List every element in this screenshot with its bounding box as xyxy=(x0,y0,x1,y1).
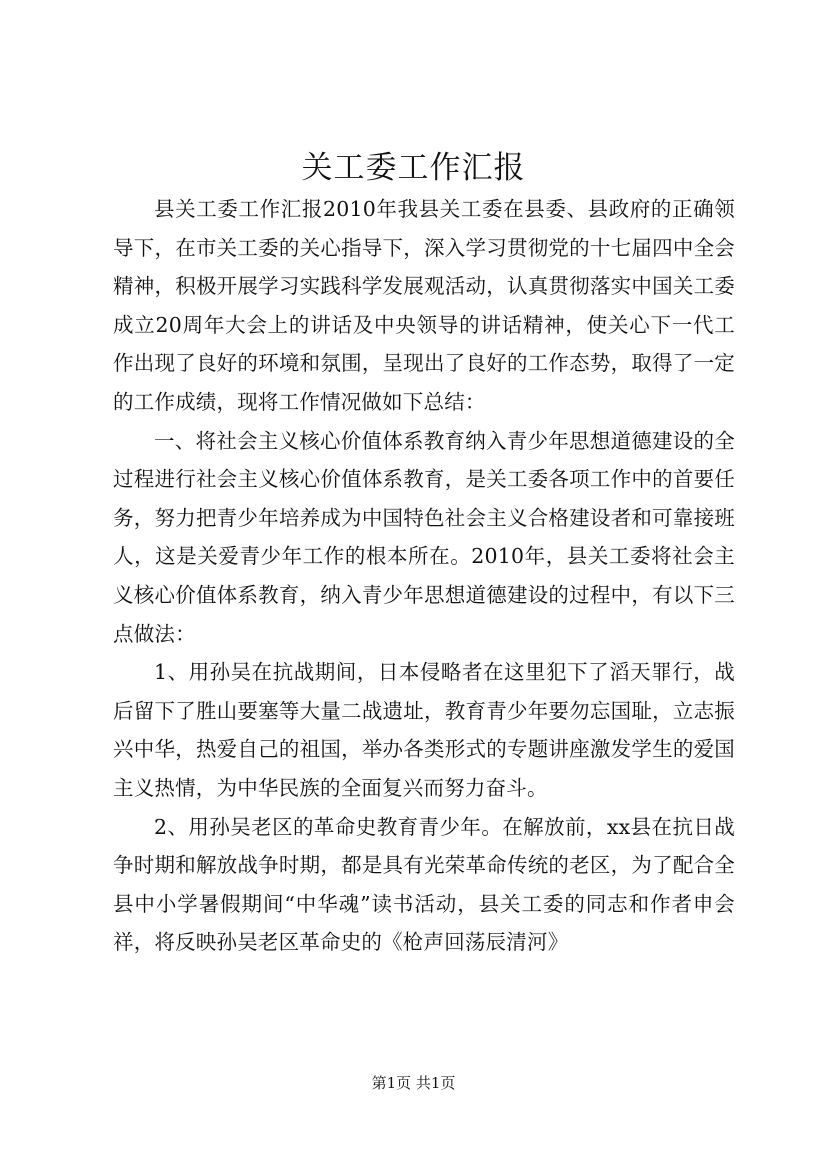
paragraph-item-two: 2、用孙吴老区的革命史教育青少年。在解放前，xx县在抗日战争时期和解放战争时期，都是具有光荣革命传统的老区，为了配合全县中小学暑假期间“中华魂”读书活动，县关工委的同志和作者申会祥，将反映孙吴老区革命史的《枪声回荡辰清河》 xyxy=(113,814,735,955)
paragraph-item-one: 1、用孙吴在抗战期间，日本侵略者在这里犯下了滔天罪行，战后留下了胜山要塞等大量二战遗址，教育青少年要勿忘国耻，立志振兴中华，热爱自己的祖国，举办各类形式的专题讲座激发学生的爱国主义热情，为中华民族的全面复兴而努力奋斗。 xyxy=(113,660,735,800)
document-body xyxy=(113,190,735,962)
page-footer: 第1页 共1页 xyxy=(371,1074,456,1092)
paragraph-intro: 县关工委工作汇报2010年我县关工委在县委、县政府的正确领导下，在市关工委的关心指导下，深入学习贯彻党的十七届四中全会精神，积极开展学习实践科学发展观活动，认真贯彻落实中国关工委成立20周年大会上的讲话及中央领导的讲话精神，使关心下一代工作出现了良好的环境和氛围，呈现出了良好的工作态势，取得了一定的工作成绩，现将工作情况做如下总结： xyxy=(113,197,735,414)
document-title: 关工委工作汇报 xyxy=(301,150,526,186)
paragraph-section-one: 一、将社会主义核心价值体系教育纳入青少年思想道德建设的全过程进行社会主义核心价值体系教育，是关工委各项工作中的首要任务，努力把青少年培养成为中国特色社会主义合格建设者和可靠接班人，这是关爱青少年工作的根本所在。2010年，县关工委将社会主义核心价值体系教育，纳入青少年思想道德建设的过程中，有以下三点做法： xyxy=(113,428,735,646)
